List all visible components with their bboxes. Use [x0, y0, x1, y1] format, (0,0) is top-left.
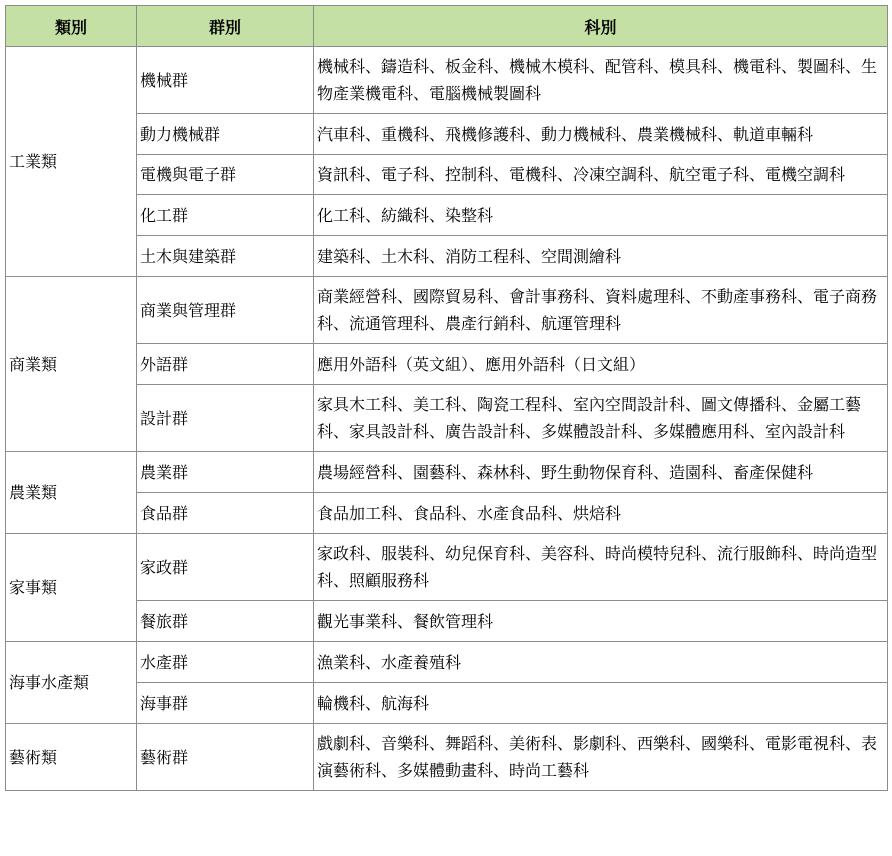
category-cell: 海事水產類 [6, 642, 137, 724]
group-cell: 動力機械群 [137, 114, 314, 155]
group-cell: 藝術群 [137, 724, 314, 791]
group-cell: 電機與電子群 [137, 155, 314, 195]
header-category: 類別 [6, 6, 137, 47]
table-row [6, 385, 888, 452]
header-majors: 科別 [314, 6, 888, 47]
category-cell: 商業類 [6, 277, 137, 452]
table-row [6, 236, 888, 277]
group-cell: 商業與管理群 [137, 277, 314, 344]
table-row [6, 642, 888, 683]
table-row [6, 277, 888, 344]
table-row [6, 724, 888, 791]
vocational-categories-table [5, 5, 888, 791]
category-cell: 工業類 [6, 47, 137, 277]
majors-cell: 建築科、土木科、消防工程科、空間測繪科 [314, 236, 888, 277]
majors-cell: 家政科、服裝科、幼兒保育科、美容科、時尚模特兒科、流行服飾科、時尚造型科、照顧服務科 [314, 534, 888, 601]
majors-cell: 漁業科、水產養殖科 [314, 642, 888, 683]
category-cell: 農業類 [6, 452, 137, 534]
group-cell: 餐旅群 [137, 601, 314, 642]
group-cell: 化工群 [137, 195, 314, 236]
group-cell: 農業群 [137, 452, 314, 493]
majors-cell: 化工科、紡織科、染整科 [314, 195, 888, 236]
table-row [6, 47, 888, 114]
group-cell: 外語群 [137, 344, 314, 385]
majors-cell: 機械科、鑄造科、板金科、機械木模科、配管科、模具科、機電科、製圖科、生物產業機電科、電腦機械製圖科 [314, 47, 888, 114]
majors-cell: 商業經營科、國際貿易科、會計事務科、資料處理科、不動產事務科、電子商務科、流通管理科、農產行銷科、航運管理科 [314, 277, 888, 344]
table-row [6, 534, 888, 601]
table-row [6, 114, 888, 155]
group-cell: 設計群 [137, 385, 314, 452]
majors-cell: 農場經營科、園藝科、森林科、野生動物保育科、造園科、畜產保健科 [314, 452, 888, 493]
group-cell: 食品群 [137, 493, 314, 534]
majors-cell: 輪機科、航海科 [314, 683, 888, 724]
majors-cell: 觀光事業科、餐飲管理科 [314, 601, 888, 642]
majors-cell: 戲劇科、音樂科、舞蹈科、美術科、影劇科、西樂科、國樂科、電影電視科、表演藝術科、多媒體動畫科、時尚工藝科 [314, 724, 888, 791]
table-row [6, 195, 888, 236]
table-row [6, 155, 888, 195]
group-cell: 海事群 [137, 683, 314, 724]
table-row [6, 601, 888, 642]
table-row [6, 493, 888, 534]
majors-cell: 食品加工科、食品科、水產食品科、烘焙科 [314, 493, 888, 534]
majors-cell: 汽車科、重機科、飛機修護科、動力機械科、農業機械科、軌道車輛科 [314, 114, 888, 155]
majors-cell: 應用外語科（英文組）、應用外語科（日文組） [314, 344, 888, 385]
group-cell: 家政群 [137, 534, 314, 601]
category-cell: 藝術類 [6, 724, 137, 791]
category-cell: 家事類 [6, 534, 137, 642]
header-group: 群別 [137, 6, 314, 47]
majors-cell: 家具木工科、美工科、陶瓷工程科、室內空間設計科、圖文傳播科、金屬工藝科、家具設計科、廣告設計科、多媒體設計科、多媒體應用科、室內設計科 [314, 385, 888, 452]
majors-cell: 資訊科、電子科、控制科、電機科、冷凍空調科、航空電子科、電機空調科 [314, 155, 888, 195]
table-row [6, 683, 888, 724]
table-row [6, 452, 888, 493]
table-row [6, 344, 888, 385]
header-row [6, 6, 888, 47]
group-cell: 土木與建築群 [137, 236, 314, 277]
group-cell: 水產群 [137, 642, 314, 683]
group-cell: 機械群 [137, 47, 314, 114]
